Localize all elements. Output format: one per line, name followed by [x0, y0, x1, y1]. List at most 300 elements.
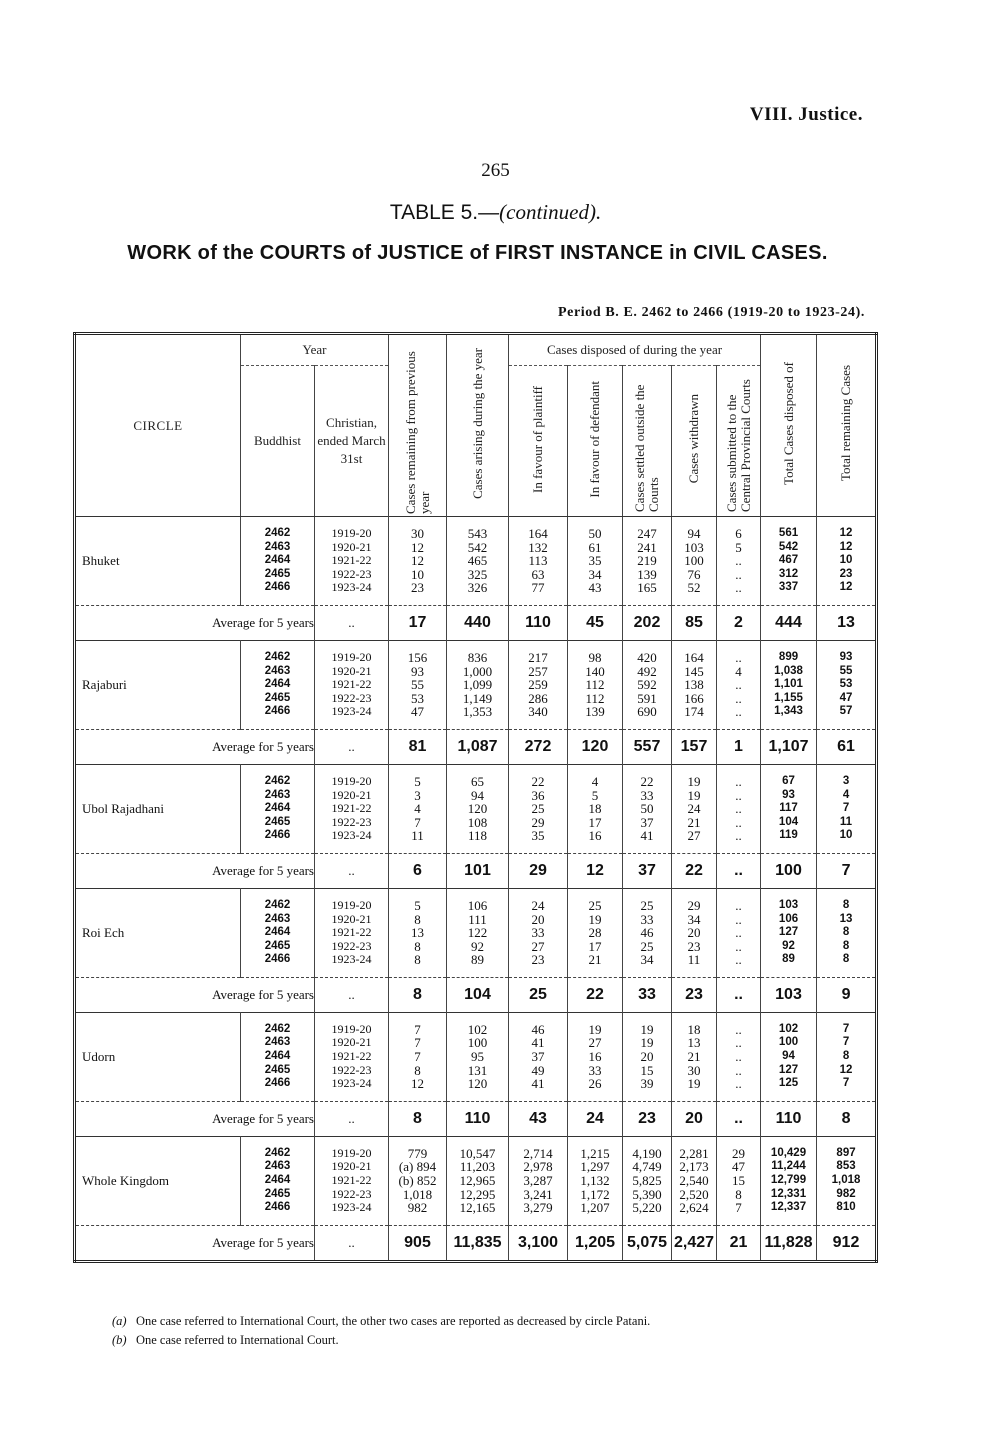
value-christian: 1921-22 — [331, 925, 372, 940]
value-total-disposed: 337 — [778, 581, 799, 594]
value-submitted: .. — [735, 925, 742, 941]
period-caption: Period B. E. 2462 to 2466 (1919-20 to 1923-24). — [557, 305, 865, 320]
value-remaining-prev: 8 — [414, 911, 421, 927]
value-settled: 25 — [640, 897, 654, 913]
value-buddhist: 2466 — [264, 953, 291, 966]
value-total-remaining: 53 — [839, 678, 853, 691]
cell-plaintiff — [509, 888, 568, 977]
table-body — [75, 517, 877, 1262]
value-total-remaining: 8 — [842, 926, 850, 939]
value-christian: 1919-20 — [331, 526, 372, 540]
defendant-header — [568, 366, 623, 517]
value-christian: 1922-23 — [331, 938, 372, 953]
circle-name: Ubol Rajadhani — [75, 764, 241, 853]
cell-buddhist — [241, 1136, 315, 1225]
average-submitted: .. — [717, 853, 761, 888]
value-withdrawn: 34 — [687, 911, 701, 927]
cell-arising — [447, 1136, 509, 1225]
cell-withdrawn — [672, 1012, 717, 1101]
average-dots: .. — [315, 977, 389, 1012]
cell-total-disposed — [761, 1136, 817, 1225]
value-settled: 591 — [637, 690, 657, 706]
submitted-header-text: Cases submitted to the Central Provincial Courts — [723, 379, 753, 512]
value-arising: 1,099 — [462, 677, 493, 693]
value-christian: 1923-24 — [331, 1200, 372, 1215]
average-total-remaining: 13 — [817, 605, 877, 640]
value-plaintiff: 2,714 — [523, 1145, 553, 1161]
value-withdrawn: 21 — [687, 1049, 701, 1065]
cell-plaintiff — [509, 640, 568, 729]
value-buddhist: 2464 — [264, 802, 291, 815]
cell-arising — [447, 1012, 509, 1101]
value-submitted: .. — [735, 897, 742, 913]
value-plaintiff: 20 — [531, 911, 545, 927]
cell-buddhist — [241, 517, 315, 606]
value-submitted: 29 — [732, 1145, 745, 1161]
value-submitted: .. — [735, 828, 742, 844]
value-buddhist: 2463 — [264, 912, 291, 925]
cell-defendant — [568, 764, 623, 853]
value-submitted: .. — [735, 1049, 742, 1065]
cell-plaintiff — [509, 764, 568, 853]
value-total-remaining: 57 — [839, 705, 853, 718]
value-buddhist: 2464 — [264, 554, 291, 567]
value-plaintiff: 33 — [531, 925, 545, 941]
value-plaintiff: 27 — [531, 938, 545, 954]
average-defendant: 12 — [568, 853, 623, 888]
footnote-a — [112, 1314, 650, 1329]
cell-arising — [447, 517, 509, 606]
value-total-disposed: 127 — [778, 1063, 799, 1076]
cell-submitted — [717, 888, 761, 977]
value-remaining-prev: 5 — [414, 897, 421, 913]
value-submitted: .. — [735, 911, 742, 927]
value-plaintiff: 257 — [528, 663, 548, 679]
value-christian: 1920-21 — [331, 1159, 372, 1174]
cell-remaining-prev — [389, 640, 447, 729]
cell-remaining-prev — [389, 517, 447, 606]
section-heading: VIII. Justice. — [749, 104, 863, 125]
value-christian: 1919-20 — [331, 1021, 372, 1036]
value-settled: 165 — [637, 580, 657, 596]
value-defendant: 98 — [588, 649, 602, 665]
value-remaining-prev: 156 — [407, 649, 428, 665]
cell-submitted — [717, 1136, 761, 1225]
value-total-disposed: 106 — [778, 912, 799, 925]
year-header: Year — [241, 334, 389, 366]
value-total-remaining: 982 — [836, 1187, 856, 1200]
value-settled: 41 — [640, 828, 654, 844]
value-defendant: 19 — [588, 911, 602, 927]
value-total-disposed: 125 — [778, 1077, 799, 1090]
average-total-disposed: 1,107 — [761, 729, 817, 764]
average-remaining-prev: 6 — [389, 853, 447, 888]
average-submitted: .. — [717, 1101, 761, 1136]
value-withdrawn: 2,520 — [679, 1186, 709, 1202]
value-buddhist: 2466 — [264, 581, 291, 594]
value-submitted: 15 — [732, 1173, 745, 1189]
value-arising: 65 — [471, 773, 484, 789]
cell-christian — [315, 640, 389, 729]
value-buddhist: 2466 — [264, 1077, 291, 1090]
average-total-disposed: 100 — [761, 853, 817, 888]
value-defendant: 27 — [588, 1035, 602, 1051]
value-total-remaining: 810 — [836, 1201, 856, 1214]
average-remaining-prev: 17 — [389, 605, 447, 640]
value-settled: 34 — [640, 952, 654, 968]
value-total-disposed: 12,331 — [770, 1187, 807, 1200]
cell-settled — [623, 888, 672, 977]
circle-row — [75, 517, 877, 606]
value-defendant: 17 — [588, 938, 602, 954]
value-total-disposed: 1,155 — [774, 691, 803, 704]
value-plaintiff: 77 — [531, 580, 545, 596]
value-defendant: 26 — [588, 1076, 602, 1092]
cell-christian — [315, 1136, 389, 1225]
value-withdrawn: 166 — [684, 690, 704, 706]
cell-total-disposed — [761, 640, 817, 729]
value-christian: 1922-23 — [331, 566, 372, 581]
circle-row — [75, 1012, 877, 1101]
value-defendant: 34 — [588, 566, 602, 582]
average-arising: 101 — [447, 853, 509, 888]
value-settled: 219 — [637, 553, 657, 569]
value-plaintiff: 217 — [528, 649, 548, 665]
value-withdrawn: 29 — [687, 897, 701, 913]
value-settled: 25 — [640, 938, 654, 954]
value-remaining-prev: 8 — [414, 952, 421, 968]
table-title: WORK of the COURTS of JUSTICE of FIRST INSTANCE in CIVIL CASES. — [127, 242, 828, 264]
circle-row — [75, 640, 877, 729]
value-total-disposed: 1,343 — [774, 705, 803, 718]
cell-arising — [447, 764, 509, 853]
value-withdrawn: 174 — [684, 704, 704, 720]
average-dots: .. — [315, 853, 389, 888]
value-submitted: 47 — [732, 1159, 745, 1175]
value-buddhist: 2464 — [264, 1174, 291, 1187]
value-buddhist: 2466 — [264, 705, 291, 718]
average-settled: 557 — [623, 729, 672, 764]
value-withdrawn: 19 — [687, 773, 701, 789]
value-withdrawn: 21 — [687, 814, 701, 830]
value-settled: 5,390 — [632, 1186, 662, 1202]
value-remaining-prev: 47 — [411, 704, 424, 720]
average-withdrawn: 2,427 — [672, 1225, 717, 1261]
average-dots: .. — [315, 1101, 389, 1136]
value-buddhist: 2466 — [264, 1201, 291, 1214]
value-total-remaining: 8 — [842, 898, 850, 911]
cell-withdrawn — [672, 764, 717, 853]
value-plaintiff: 132 — [528, 539, 548, 555]
average-arising: 110 — [447, 1101, 509, 1136]
value-settled: 5,825 — [632, 1173, 662, 1189]
value-defendant: 61 — [588, 539, 602, 555]
value-withdrawn: 11 — [687, 952, 701, 968]
value-plaintiff: 46 — [531, 1021, 545, 1037]
value-defendant: 5 — [591, 787, 599, 803]
average-plaintiff: 25 — [509, 977, 568, 1012]
value-arising: 12,965 — [459, 1173, 496, 1189]
value-withdrawn: 24 — [687, 801, 701, 817]
value-buddhist: 2463 — [264, 1036, 291, 1049]
value-buddhist: 2463 — [264, 540, 291, 553]
value-total-disposed: 117 — [779, 802, 798, 815]
value-withdrawn: 145 — [684, 663, 704, 679]
value-total-disposed: 127 — [778, 926, 799, 939]
value-withdrawn: 18 — [687, 1021, 701, 1037]
average-total-remaining: 912 — [817, 1225, 877, 1261]
value-remaining-prev: 779 — [407, 1145, 428, 1161]
cell-submitted — [717, 517, 761, 606]
value-defendant: 112 — [585, 677, 605, 693]
value-arising: 131 — [467, 1062, 488, 1078]
value-remaining-prev: 12 — [411, 539, 424, 555]
value-settled: 241 — [637, 539, 657, 555]
value-remaining-prev: 8 — [414, 938, 421, 954]
cell-total-disposed — [761, 517, 817, 606]
value-withdrawn: 164 — [684, 649, 704, 665]
average-row — [75, 729, 877, 764]
value-buddhist: 2464 — [264, 1050, 291, 1063]
value-buddhist: 2465 — [264, 939, 291, 952]
value-defendant: 33 — [588, 1062, 602, 1078]
table-label-text: TABLE 5.— — [389, 201, 500, 224]
cell-total-disposed — [761, 764, 817, 853]
average-defendant: 22 — [568, 977, 623, 1012]
value-submitted: .. — [735, 649, 742, 665]
courts-table — [73, 332, 878, 1263]
value-total-remaining: 7 — [842, 802, 850, 815]
value-buddhist: 2463 — [264, 1160, 291, 1173]
value-settled: 19 — [640, 1021, 654, 1037]
value-withdrawn: 2,281 — [679, 1145, 709, 1161]
average-plaintiff: 43 — [509, 1101, 568, 1136]
value-plaintiff: 22 — [531, 773, 545, 789]
average-submitted: 1 — [717, 729, 761, 764]
value-remaining-prev: 30 — [411, 526, 424, 541]
value-settled: 4,749 — [632, 1159, 662, 1175]
remaining-prev-header — [389, 334, 447, 517]
value-submitted: .. — [735, 1021, 742, 1037]
value-christian: 1922-23 — [331, 1186, 372, 1201]
value-settled: 690 — [637, 704, 657, 720]
cell-total-remaining — [817, 764, 877, 853]
value-total-remaining: 55 — [839, 664, 853, 677]
value-withdrawn: 138 — [684, 677, 704, 693]
average-total-disposed: 444 — [761, 605, 817, 640]
average-row — [75, 1225, 877, 1261]
value-arising: 120 — [467, 801, 488, 817]
withdrawn-header — [672, 366, 717, 517]
value-buddhist: 2465 — [264, 815, 291, 828]
value-christian: 1919-20 — [331, 897, 372, 912]
value-christian: 1921-22 — [331, 553, 372, 568]
value-submitted: 5 — [735, 539, 742, 555]
value-settled: 139 — [637, 566, 657, 582]
value-settled: 492 — [637, 663, 657, 679]
average-arising: 104 — [447, 977, 509, 1012]
value-remaining-prev: 12 — [411, 1076, 424, 1092]
cell-christian — [315, 764, 389, 853]
average-settled: 33 — [623, 977, 672, 1012]
value-arising: 11,203 — [459, 1159, 496, 1175]
value-arising: 92 — [471, 938, 484, 954]
average-submitted: 2 — [717, 605, 761, 640]
value-christian: 1923-24 — [331, 580, 372, 595]
value-submitted: .. — [735, 814, 742, 830]
cell-settled — [623, 1136, 672, 1225]
circle-name: Roi Ech — [75, 888, 241, 977]
circle-row — [75, 764, 877, 853]
value-withdrawn: 20 — [687, 925, 701, 941]
value-total-remaining: 8 — [842, 1050, 850, 1063]
value-total-remaining: 12 — [839, 581, 853, 594]
circle-name: Bhuket — [75, 517, 241, 606]
value-total-disposed: 561 — [778, 527, 799, 539]
value-arising: 465 — [467, 553, 488, 569]
value-arising: 542 — [467, 539, 488, 555]
average-defendant: 1,205 — [568, 1225, 623, 1261]
value-arising: 12,165 — [459, 1200, 496, 1216]
value-total-remaining: 13 — [839, 912, 853, 925]
value-plaintiff: 113 — [528, 553, 548, 569]
value-arising: 120 — [467, 1076, 488, 1092]
average-label: Average for 5 years — [75, 977, 315, 1012]
value-withdrawn: 30 — [687, 1062, 701, 1078]
value-total-disposed: 94 — [782, 1050, 795, 1063]
value-plaintiff: 23 — [531, 952, 545, 968]
value-total-remaining: 4 — [842, 788, 850, 801]
average-remaining-prev: 905 — [389, 1225, 447, 1261]
value-defendant: 1,172 — [580, 1186, 610, 1202]
cell-plaintiff — [509, 1012, 568, 1101]
average-total-disposed: 110 — [761, 1101, 817, 1136]
value-remaining-prev: 10 — [411, 566, 424, 582]
value-total-remaining: 853 — [836, 1160, 856, 1173]
value-remaining-prev: 1,018 — [402, 1186, 433, 1202]
value-settled: 5,220 — [632, 1200, 662, 1216]
value-buddhist: 2462 — [264, 774, 291, 787]
value-arising: 102 — [467, 1021, 488, 1037]
value-buddhist: 2465 — [264, 1063, 291, 1076]
value-withdrawn: 19 — [687, 1076, 701, 1092]
cell-arising — [447, 640, 509, 729]
value-arising: 95 — [471, 1049, 484, 1065]
value-remaining-prev: (b) 852 — [398, 1173, 437, 1189]
footnote-a-text: One case referred to International Court, the other two cases are reported as decreased by circle Patani. — [135, 1314, 651, 1328]
average-arising: 1,087 — [447, 729, 509, 764]
value-total-remaining: 3 — [842, 774, 850, 787]
footnote-a-mark: (a) — [112, 1314, 127, 1328]
value-defendant: 21 — [588, 952, 602, 968]
value-defendant: 1,207 — [580, 1200, 610, 1216]
value-defendant: 16 — [588, 1049, 602, 1065]
cell-total-remaining — [817, 640, 877, 729]
value-withdrawn: 76 — [687, 566, 701, 582]
value-withdrawn: 2,540 — [679, 1173, 709, 1189]
value-total-disposed: 10,429 — [770, 1146, 807, 1159]
value-christian: 1920-21 — [331, 663, 372, 678]
value-christian: 1920-21 — [331, 787, 372, 802]
average-dots: .. — [315, 1225, 389, 1261]
total-disposed-header-text: Total Cases disposed of — [780, 362, 796, 485]
value-total-remaining: 10 — [839, 829, 853, 842]
value-christian: 1919-20 — [331, 773, 372, 788]
value-plaintiff: 3,279 — [523, 1200, 553, 1216]
value-submitted: .. — [735, 677, 742, 693]
value-total-remaining: 10 — [839, 554, 853, 567]
value-plaintiff: 3,287 — [523, 1173, 553, 1189]
average-withdrawn: 85 — [672, 605, 717, 640]
cell-christian — [315, 517, 389, 606]
value-submitted: .. — [735, 580, 742, 596]
value-total-remaining: 23 — [839, 567, 853, 580]
value-plaintiff: 41 — [531, 1076, 545, 1092]
value-settled: 20 — [640, 1049, 654, 1065]
value-christian: 1921-22 — [331, 677, 372, 692]
value-christian: 1922-23 — [331, 814, 372, 829]
cell-submitted — [717, 764, 761, 853]
value-submitted: 8 — [735, 1186, 742, 1202]
value-buddhist: 2463 — [264, 788, 291, 801]
value-submitted: .. — [735, 773, 742, 789]
value-withdrawn: 23 — [687, 938, 701, 954]
value-settled: 33 — [640, 911, 654, 927]
circle-name: Whole Kingdom — [75, 1136, 241, 1225]
value-settled: 592 — [637, 677, 657, 693]
average-label: Average for 5 years — [75, 605, 315, 640]
cell-remaining-prev — [389, 1136, 447, 1225]
cell-buddhist — [241, 640, 315, 729]
value-arising: 111 — [468, 911, 487, 927]
cell-withdrawn — [672, 640, 717, 729]
table-continued-text: (continued). — [499, 200, 602, 224]
value-settled: 37 — [640, 814, 654, 830]
average-submitted: 21 — [717, 1225, 761, 1261]
value-defendant: 18 — [588, 801, 602, 817]
value-total-disposed: 104 — [778, 815, 799, 828]
footnote-b-mark: (b) — [112, 1333, 127, 1347]
value-total-disposed: 102 — [778, 1022, 799, 1035]
value-arising: 89 — [471, 952, 484, 968]
total-disposed-header — [761, 334, 817, 517]
value-total-disposed: 11,244 — [771, 1160, 806, 1173]
value-total-disposed: 100 — [778, 1036, 799, 1049]
value-settled: 19 — [640, 1035, 654, 1051]
value-defendant: 43 — [588, 580, 602, 596]
value-arising: 836 — [467, 649, 488, 665]
value-remaining-prev: 7 — [414, 814, 421, 830]
cell-settled — [623, 764, 672, 853]
cell-remaining-prev — [389, 1012, 447, 1101]
average-withdrawn: 22 — [672, 853, 717, 888]
value-plaintiff: 41 — [531, 1035, 545, 1051]
value-withdrawn: 19 — [687, 787, 701, 803]
value-defendant: 4 — [591, 773, 599, 789]
value-buddhist: 2465 — [264, 567, 291, 580]
value-christian: 1923-24 — [331, 704, 372, 719]
average-plaintiff: 110 — [509, 605, 568, 640]
value-christian: 1921-22 — [331, 1173, 372, 1188]
value-withdrawn: 100 — [684, 553, 704, 569]
value-remaining-prev: 4 — [414, 801, 421, 817]
submitted-header — [717, 366, 761, 517]
value-arising: 100 — [467, 1035, 488, 1051]
value-total-disposed: 1,038 — [774, 664, 803, 677]
average-total-remaining: 61 — [817, 729, 877, 764]
value-total-remaining: 47 — [839, 691, 853, 704]
value-christian: 1923-24 — [331, 1076, 372, 1091]
